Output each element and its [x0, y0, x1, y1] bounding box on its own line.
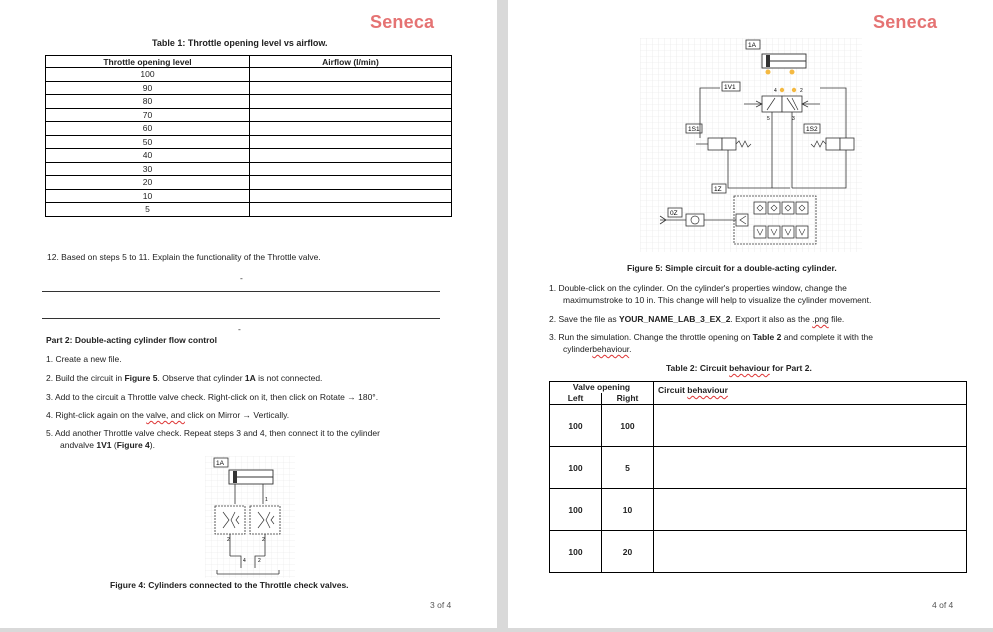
label-1s2: 1S2: [806, 126, 818, 133]
table-row: [46, 108, 452, 122]
table2-cell-behaviour[interactable]: [654, 405, 967, 447]
step-4: [46, 410, 289, 421]
step-2-mid: . Observe that cylinder: [157, 373, 245, 383]
table1-cell-airflow[interactable]: [250, 135, 452, 149]
manifold-valve-6: [768, 226, 780, 238]
table-row: [550, 405, 967, 447]
spelling-flag: behaviour: [687, 385, 728, 395]
table-2-ref: Table 2: [752, 332, 782, 342]
table-2: [549, 381, 967, 573]
valve-marker-b: [792, 88, 796, 92]
table1-cell-level: 60: [46, 122, 250, 136]
table-row: [46, 135, 452, 149]
file-name: YOUR_NAME_LAB_3_EX_2: [618, 314, 731, 324]
valve-1v1-left: [762, 96, 782, 112]
figure-5-ref: Figure 5: [124, 373, 158, 383]
table-row: [46, 176, 452, 190]
table1-cell-level: 90: [46, 81, 250, 95]
p4-step-3-text: 3. Run the simulation. Change the throttle opening on: [549, 332, 753, 342]
valve-1v1-ref: 1V1: [96, 440, 112, 450]
table2-caption-text: Table 2: Circuit: [666, 363, 730, 373]
manifold-inlet: [736, 214, 748, 226]
table-1: [45, 55, 452, 217]
step-5-line-1: 5. Add another Throttle valve check. Repeat steps 3 and 4, then connect it to the cylinder: [46, 428, 380, 438]
port-2: 2: [800, 88, 803, 94]
part2-title: Part 2: Double-acting cylinder flow control: [46, 335, 217, 345]
port-2b: 2: [262, 537, 265, 543]
figure-4-caption: Figure 4: Cylinders connected to the Throttle check valves.: [110, 580, 349, 590]
p4-step-3-line-2-text: cylinder: [563, 344, 593, 354]
table-row: [46, 149, 452, 163]
table-row: [550, 447, 967, 489]
port-2c: 2: [258, 558, 261, 564]
table2-header-left: Left: [550, 393, 602, 405]
spelling-flag: behaviour: [592, 344, 630, 354]
spelling-flag: valve, and: [146, 410, 185, 420]
label-1a: 1A: [748, 42, 756, 49]
valve-1s2-a: [826, 138, 840, 150]
table1-cell-airflow[interactable]: [250, 162, 452, 176]
p4-step-2-mid: . Export it also as the: [730, 314, 813, 324]
table-row: [550, 489, 967, 531]
table1-cell-airflow[interactable]: [250, 149, 452, 163]
table1-cell-airflow[interactable]: [250, 189, 452, 203]
table-row: [46, 162, 452, 176]
throttle-valve-left: [215, 506, 245, 534]
manifold-valve-2: [768, 202, 780, 214]
table1-cell-level: 80: [46, 95, 250, 109]
table1-cell-level: 40: [46, 149, 250, 163]
table-row: [46, 122, 452, 136]
table-row: [46, 189, 452, 203]
figure-4-diagram: [205, 456, 295, 578]
figure-5-diagram: [640, 38, 862, 252]
table2-cell-left: 100: [550, 447, 602, 489]
table2-cell-left: 100: [550, 531, 602, 573]
table-row: [550, 531, 967, 573]
step-1: 1. Create a new file.: [46, 354, 122, 364]
valve-1s1-b: [722, 138, 736, 150]
manifold-valve-5: [754, 226, 766, 238]
step-2-text: 2. Build the circuit in: [46, 373, 125, 383]
answer-mark-1: -: [240, 273, 243, 283]
p4-step-2-text: 2. Save the file as: [549, 314, 619, 324]
table1-header-level: Throttle opening level: [46, 56, 250, 68]
figure-4-ref: Figure 4: [116, 440, 150, 450]
spelling-flag: .png: [812, 314, 829, 324]
port-2a: 2: [227, 537, 230, 543]
p4-step-2: [549, 314, 844, 325]
step-2: [46, 373, 322, 384]
table1-caption: Table 1: Throttle opening level vs airflow.: [152, 38, 328, 48]
p4-step-3-line-2-end: .: [629, 344, 632, 354]
table1-cell-level: 70: [46, 108, 250, 122]
manifold-valve-8: [796, 226, 808, 238]
answer-mark-2: -: [238, 324, 241, 334]
seneca-logo: Seneca: [873, 12, 938, 32]
table1-cell-level: 30: [46, 162, 250, 176]
answer-line-1[interactable]: [42, 291, 440, 292]
table1-cell-airflow[interactable]: [250, 68, 452, 82]
table2-caption-end: for Part 2.: [769, 363, 812, 373]
label-1a: 1A: [216, 460, 224, 467]
table1-cell-level: 5: [46, 203, 250, 217]
label-1z: 1Z: [714, 186, 722, 193]
table1-cell-level: 100: [46, 68, 250, 82]
table2-header-valve-opening: Valve opening: [550, 382, 654, 394]
label-0z: 0Z: [670, 210, 678, 217]
table1-cell-airflow[interactable]: [250, 81, 452, 95]
table2-cell-behaviour[interactable]: [654, 531, 967, 573]
port-marker-left: [766, 70, 771, 75]
table-row: [46, 68, 452, 82]
manifold-valve-3: [782, 202, 794, 214]
page-4: [508, 0, 993, 628]
table1-cell-airflow[interactable]: [250, 108, 452, 122]
table2-cell-left: 100: [550, 489, 602, 531]
step-5-text: andvalve: [60, 440, 97, 450]
table2-cell-behaviour[interactable]: [654, 489, 967, 531]
page-number-3: 3 of 4: [430, 600, 452, 610]
label-1v1: 1V1: [724, 84, 736, 91]
valve-marker-a: [780, 88, 784, 92]
seneca-logo: Seneca: [370, 12, 435, 32]
step-5-end: ).: [149, 440, 155, 450]
p4-step-1-line-1: 1. Double-click on the cylinder. On the cylinder's properties window, change the: [549, 283, 847, 293]
table2-cell-right: 10: [602, 489, 654, 531]
p4-step-3-line-1: [549, 332, 873, 343]
question-12: 12. Based on steps 5 to 11. Explain the functionality of the Throttle valve.: [47, 252, 321, 262]
spelling-flag: behaviour: [729, 363, 770, 373]
port-4: 4: [243, 558, 246, 564]
p4-step-3-end: and complete it with the: [781, 332, 874, 342]
figure-5-caption: Figure 5: Simple circuit for a double-acting cylinder.: [627, 263, 837, 273]
port-marker-right: [790, 70, 795, 75]
page-3: [0, 0, 497, 628]
table2-header-behaviour: [654, 382, 967, 405]
valve-1s2-b: [840, 138, 854, 150]
valve-1s1-a: [708, 138, 722, 150]
answer-line-2[interactable]: [42, 318, 440, 319]
step-5-mid: (: [111, 440, 117, 450]
step-4-text: 4. Right-click again on the: [46, 410, 147, 420]
table-row: [46, 95, 452, 109]
table2-cell-right: 20: [602, 531, 654, 573]
table-row: [46, 81, 452, 95]
step-4-end: click on Mirror → Vertically.: [184, 410, 290, 420]
cylinder-piston: [233, 471, 237, 483]
port-3: 3: [792, 116, 795, 122]
table1-cell-airflow[interactable]: [250, 122, 452, 136]
table1-cell-level: 50: [46, 135, 250, 149]
label-1s1: 1S1: [688, 126, 700, 133]
page-number-4: 4 of 4: [932, 600, 954, 610]
table-row: [46, 203, 452, 217]
p4-step-1-line-2: maximumstroke to 10 in. This change will help to visualize the cylinder movement.: [563, 295, 872, 305]
table2-caption: [666, 363, 812, 373]
p4-step-3-line-2: [563, 344, 632, 355]
table2-cell-left: 100: [550, 405, 602, 447]
manifold-valve-1: [754, 202, 766, 214]
table2-header-behaviour-text: Circuit: [658, 385, 688, 395]
step-2-end: is not connected.: [255, 373, 323, 383]
table1-header-airflow: Airflow (l/min): [250, 56, 452, 68]
table2-cell-behaviour[interactable]: [654, 447, 967, 489]
table1-cell-airflow[interactable]: [250, 203, 452, 217]
cylinder-1a-ref: 1A: [244, 373, 256, 383]
manifold-valve-4: [796, 202, 808, 214]
table2-header-right: Right: [602, 393, 654, 405]
step-5-line-2: [60, 440, 155, 451]
cylinder-piston: [766, 55, 770, 67]
port-1: 1: [265, 497, 268, 503]
table2-cell-right: 100: [602, 405, 654, 447]
port-4: 4: [774, 88, 777, 94]
table1-cell-airflow[interactable]: [250, 95, 452, 109]
table1-cell-airflow[interactable]: [250, 176, 452, 190]
port-5: 5: [767, 116, 770, 122]
table1-cell-level: 10: [46, 189, 250, 203]
table2-cell-right: 5: [602, 447, 654, 489]
step-3: 3. Add to the circuit a Throttle valve check. Right-click on it, then click on Rotate → 180°.: [46, 392, 379, 402]
p4-step-2-end: file.: [828, 314, 845, 324]
table1-cell-level: 20: [46, 176, 250, 190]
throttle-valve-right: [250, 506, 280, 534]
manifold-valve-7: [782, 226, 794, 238]
